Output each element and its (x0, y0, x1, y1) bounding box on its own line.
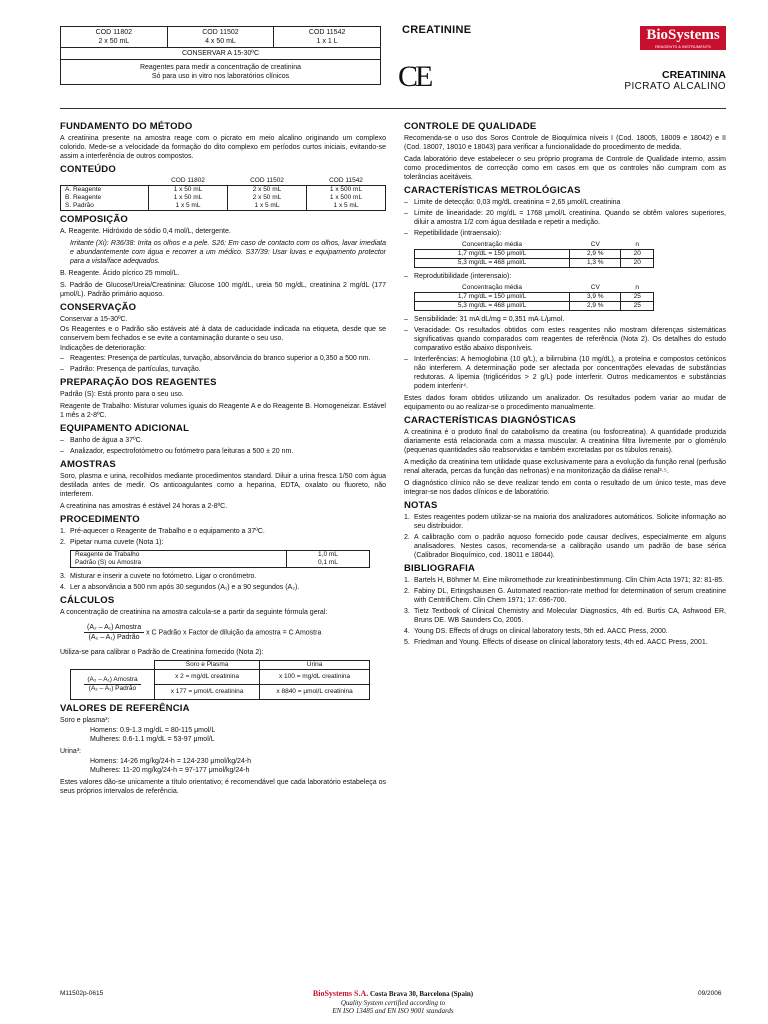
calibration-table: Soro e Plasma Urina $\frac{\text{(A₂ – A₁) Amostra}}{\text{(A₂ – A₁) Padrão}}$ x 2 = mg/dL creatinina x 100 = mg/dL creatinina x 177 = μmol/L creatinina x 8840 = μmol/L creatinina (70, 660, 370, 700)
right-column (404, 118, 726, 650)
list-item: – Repetibilidade (intraensaio): (404, 230, 502, 237)
paragraph: Indicações de deterioração: (60, 345, 146, 352)
paragraph: Estes valores dão-se unicamente a título orientativo; é recomendável que cada laboratório estabeleça os seus próprios intervalos de referência. (60, 779, 386, 795)
paragraph: A. Reagente. Hidróxido de sódio 0,4 mol/L, detergente. (60, 228, 231, 235)
list-item: – Banho de água a 37ºC. (60, 437, 143, 444)
list-item: – Limite de detecção: 0,03 mg/dL creatinina = 2,65 μmol/L creatinina (404, 199, 621, 206)
left-column (60, 118, 386, 799)
list-item: – Interferências: A hemoglobina (10 g/L), a bilirrubina (10 mg/dL), a proteína e compostos cetónicos não interferem. A determinação pode ser afectada por concentrações elevadas de substâncias redutoras. A lipemia (triglicéridos > 2 g/L) pode interferir. Outros medicamentos e substâncias podem interferir⁴. (404, 356, 726, 390)
paragraph: Reagente de Trabalho: Misturar volumes iguais do Reagente A e do Reagente B. Homogeneizar. Estável 1 mês a 2-8ºC. (60, 403, 386, 419)
contents-table: COD 11802 COD 11502 COD 11542 A. Reagente B. Reagente S. Padrão 1 x 50 mL 1 x 50 mL 1 x 5 mL 2 x 50 mL 2 x 50 mL 1 x 5 mL 1 x 500 mL 1 x 500 mL 1 x 5 mL (60, 177, 386, 211)
paragraph: Estes dados foram obtidos utilizando um analizador. Os resultados podem variar ao mudar de equipamento ou ao realizar-se o procedimento manualmente. (404, 395, 726, 411)
equipment-list (60, 436, 386, 456)
section-heading: VALORES DE REFERÊNCIA (60, 703, 190, 714)
paragraph: O diagnóstico clínico não se deve realizar tendo em conta o resultado de um único teste, mas deve integrar-se nos dados clínicos e de laboratório. (404, 480, 726, 496)
paragraph: A creatinina presente na amostra reage com o picrato em meio alcalino originando um complexo colorido. Mede-se a velocidade da formação do dito complexo em períodos curtos iniciais, evitando-se assim a interferência de outros compostos. (60, 135, 386, 160)
paragraph: Os Reagentes e o Padrão são estáveis até à data de caducidade indicada na etiqueta, desde que se conservem bem fechados e se evite a contaminação durante o seu uso. (60, 326, 386, 342)
metrology-list (404, 198, 726, 238)
section-heading: PREPARAÇÃO DOS REAGENTES (60, 377, 217, 388)
paragraph: Conservar a 15-30ºC. (60, 316, 128, 323)
metrology-list-2 (404, 272, 726, 281)
document-date: 09/2006 (698, 990, 722, 997)
section-heading: FUNDAMENTO DO MÉTODO (60, 121, 193, 132)
paragraph: Recomenda-se o uso dos Soros Controle de Bioquímica níveis I (Cod. 18005, 18009 e 18042) e II (Cod. 18007, 18010 e 18043) para verificar a funcionalidade do procedimento de medida. (404, 135, 726, 151)
list-item: 3. Tietz Textbook of Clinical Chemistry and Molecular Diagnostics, 4th ed. Burtis CA, Ashwood ER, Bruns DE. WB Saunders Co, 2005. (404, 608, 726, 624)
list-item: – Veracidade: Os resultados obtidos com estes reagentes não mostram diferenças sistemáticas significativas quando comparados com reagentes de referência (Nota 2). Os detalhes do estudo comparativo estão abaixo disponíveis. (404, 327, 726, 352)
ref-line: Homens: 0.9-1.3 mg/dL = 80-115 μmol/L (90, 727, 216, 734)
purpose-cell: Reagentes para medir a concentração de creatinina Só para uso in vitro nos laboratórios clínicos (61, 60, 381, 85)
section-heading: CARACTERÍSTICAS DIAGNÓSTICAS (404, 415, 576, 426)
section-heading: COMPOSIÇÃO (60, 214, 128, 225)
metrology-list-3 (404, 315, 726, 391)
list-item: – Padrão: Presença de partículas, turvação. (60, 366, 201, 373)
section-heading: CONTROLE DE QUALIDADE (404, 121, 537, 132)
paragraph: A medição da creatinina tem utilidade quase exclusivamente para a evolução da função renal (perfusão renal alterada, percas da função das nefronas) e na monitorização da diálise renal³·⁵. (404, 459, 726, 475)
list-item: – Analizador, espectrofotómetro ou fotómetro para leituras a 500 ± 20 nm. (60, 448, 294, 455)
code-cell: COD 11802 2 x 50 mL (61, 27, 168, 48)
section-heading: CÁLCULOS (60, 595, 115, 606)
storage-cell: CONSERVAR A 15-30ºC (61, 48, 381, 60)
deterioration-list (60, 354, 386, 374)
repeatability-table: Concentração média CV n 1,7 mg/dL = 150 μmol/L 2,9 % 20 5,3 mg/dL = 468 μmol/L 1,3 % 20 (414, 241, 654, 268)
paragraph: Cada laboratório deve estabelecer o seu próprio programa de Controle de Qualidade interno, assim como procedimentos de correcção como em casos em que os controles não cumpram com as tolerâncias aceitáveis. (404, 156, 726, 181)
warning-text: Irritante (Xi): R36/38: Irrita os olhos e a pele. S26: Em caso de contacto com os olhos, lavar imediata e abundantemente com água e recorrer a um médico. S37/39: Usar luvas e equipamento protector para a vista/face adequados. (70, 240, 386, 265)
section-heading: EQUIPAMENTO ADICIONAL (60, 423, 190, 434)
notes-list (404, 513, 726, 560)
list-item: 2. A calibração com o padrão aquoso fornecido pode causar declives, especialmente em alguns analisadores. Nestes casos, recomenda-se a calibração usando um padrão de base sérica (Calibrador Bioquímico, cod. 18011 e 18044). (404, 534, 726, 559)
list-item: 1. Estes reagentes podem utilizar-se na maioria dos analizadores automáticos. Solicite informação ao seu distribuidor. (404, 514, 726, 530)
list-item: 5. Friedman and Young. Effects of disease on clinical laboratory tests, 4th ed. AACC Press, 2001. (404, 639, 708, 646)
doc-title: CREATININE (402, 24, 472, 36)
paragraph: B. Reagente. Ácido pícrico 25 mmol/L. (60, 270, 180, 277)
section-heading: CONTEÚDO (60, 164, 116, 175)
product-name: CREATININA (662, 69, 726, 81)
paragraph: A creatinina nas amostras é estável 24 horas a 2-8ºC. (60, 503, 228, 510)
paragraph: Urina³: (60, 748, 82, 755)
ref-line: Mulheres: 11-20 mg/kg/24-h = 97-177 μmol/kg/24-h (90, 767, 250, 774)
list-item: 3. Misturar e inserir a cuvete no fotómetro. Ligar o cronómetro. (60, 573, 257, 580)
ref-line: Mulheres: 0.6-1.1 mg/dL = 53-97 μmol/L (90, 736, 215, 743)
paragraph: S. Padrão de Glucose/Ureia/Creatinina: Glucose 100 mg/dL, ureia 50 mg/dL, creatinina 2 mg/dL (177 μmol/L). Padrão primário aquoso. (60, 282, 386, 298)
product-method: PICRATO ALCALINO (624, 81, 726, 92)
reproducibility-table: Concentração média CV n 1,7 mg/dL = 150 μmol/L 3,9 % 25 5,3 mg/dL = 468 μmol/L 2,9 % 25 (414, 284, 654, 311)
section-heading: AMOSTRAS (60, 459, 116, 470)
section-heading: CARACTERÍSTICAS METROLÓGICAS (404, 185, 581, 196)
list-item: 1. Pré-aquecer o Reagente de Trabalho e o equipamento a 37ºC. (60, 528, 265, 535)
general-formula: $\frac{\text{(A₂ – A₁) Amostra}}{\text{(A₂ – A₁) Padrão}}$ x C Padrão x Factor de diluição da amostra = C Amostra (84, 623, 386, 642)
paragraph: A creatinina é o produto final do catabolismo da creatina (ou fosfocreatina). A quantidade produzida diariamente está relacionada com a massa muscular. A creatinina filtra livremente por o glomérulo (pequenas quantidades são reabsorvidas e também excretadas por os túbulos renais). (404, 429, 726, 454)
footer-company: BioSystems S.A. Costa Brava 30, Barcelona (Spain) Quality System certified according to EN ISO 13485 and EN ISO 9001 standards (312, 989, 474, 1015)
biosystems-logo: BioSystems REAGENTS & INSTRUMENTS (640, 26, 726, 50)
paragraph: Soro e plasma³: (60, 717, 110, 724)
pipetting-table: Reagente de Trabalho Padrão (S) ou Amostra 1,0 mL 0,1 mL (70, 550, 370, 568)
paragraph: Soro, plasma e urina, recolhidos mediante procedimentos standard. Diluir a urina fresca 1/50 com água destilada antes de medir. Os anticoagulantes como a heparina, EDTA, oxalato ou fluoreto, não interferem. (60, 473, 386, 498)
section-heading: NOTAS (404, 500, 438, 511)
procedure-list (60, 527, 386, 547)
list-item: 2. Pipetar numa cuvete (Nota 1): (60, 539, 164, 546)
list-item: – Reagentes: Presença de partículas, turvação, absorvância do branco superior a 0,350 a 500 nm. (60, 355, 371, 362)
document-code: M11502p-0615 (60, 990, 104, 997)
list-item: 4. Ler a absorvância a 500 nm após 30 segundos (A₁) e a 90 segundos (A₂). (60, 584, 300, 591)
bibliography-list (404, 576, 726, 647)
list-item: – Limite de linearidade: 20 mg/dL = 1768 μmol/L creatinina. Quando se obtêm valores superiores, diluir a amostra 1/2 com água destilada e repetir a medição. (404, 210, 726, 226)
section-heading: PROCEDIMENTO (60, 514, 140, 525)
list-item: 1. Bartels H, Böhmer M. Eine mikromethode zur kreatininbestimmung. Clin Chim Acta 1971; 32: 81-85. (404, 577, 725, 584)
section-heading: CONSERVAÇÃO (60, 302, 137, 313)
paragraph: A concentração de creatinina na amostra calcula-se a partir da seguinte fórmula geral: (60, 609, 328, 616)
list-item: 2. Fabiny DL, Ertingshausen G. Automated reaction-rate method for determination of serum creatinine with CentrifiChem. Clin Chem 1971; 17: 696-700. (404, 588, 726, 604)
section-heading: BIBLIOGRAFIA (404, 563, 476, 574)
paragraph: Padrão (S): Está pronto para o seu uso. (60, 391, 184, 398)
header-code-table (60, 26, 381, 85)
code-cell: COD 11542 1 x 1 L (274, 27, 381, 48)
code-cell: COD 11502 4 x 50 mL (167, 27, 274, 48)
list-item: – Reprodutibilidade (interensaio): (404, 273, 512, 280)
top-divider (60, 108, 726, 109)
procedure-list-cont (60, 572, 386, 592)
paragraph: Utiliza-se para calibrar o Padrão de Creatinina fornecido (Nota 2): (60, 649, 264, 656)
ref-line: Homens: 14-26 mg/kg/24-h = 124-230 μmol/kg/24-h (90, 758, 252, 765)
list-item: – Sensibilidade: 31 mA dL/mg = 0,351 mA·L/μmol. (404, 316, 565, 323)
ce-mark-icon: CE (398, 60, 431, 93)
list-item: 4. Young DS. Effects of drugs on clinical laboratory tests, 5th ed. AACC Press, 2000. (404, 628, 668, 635)
